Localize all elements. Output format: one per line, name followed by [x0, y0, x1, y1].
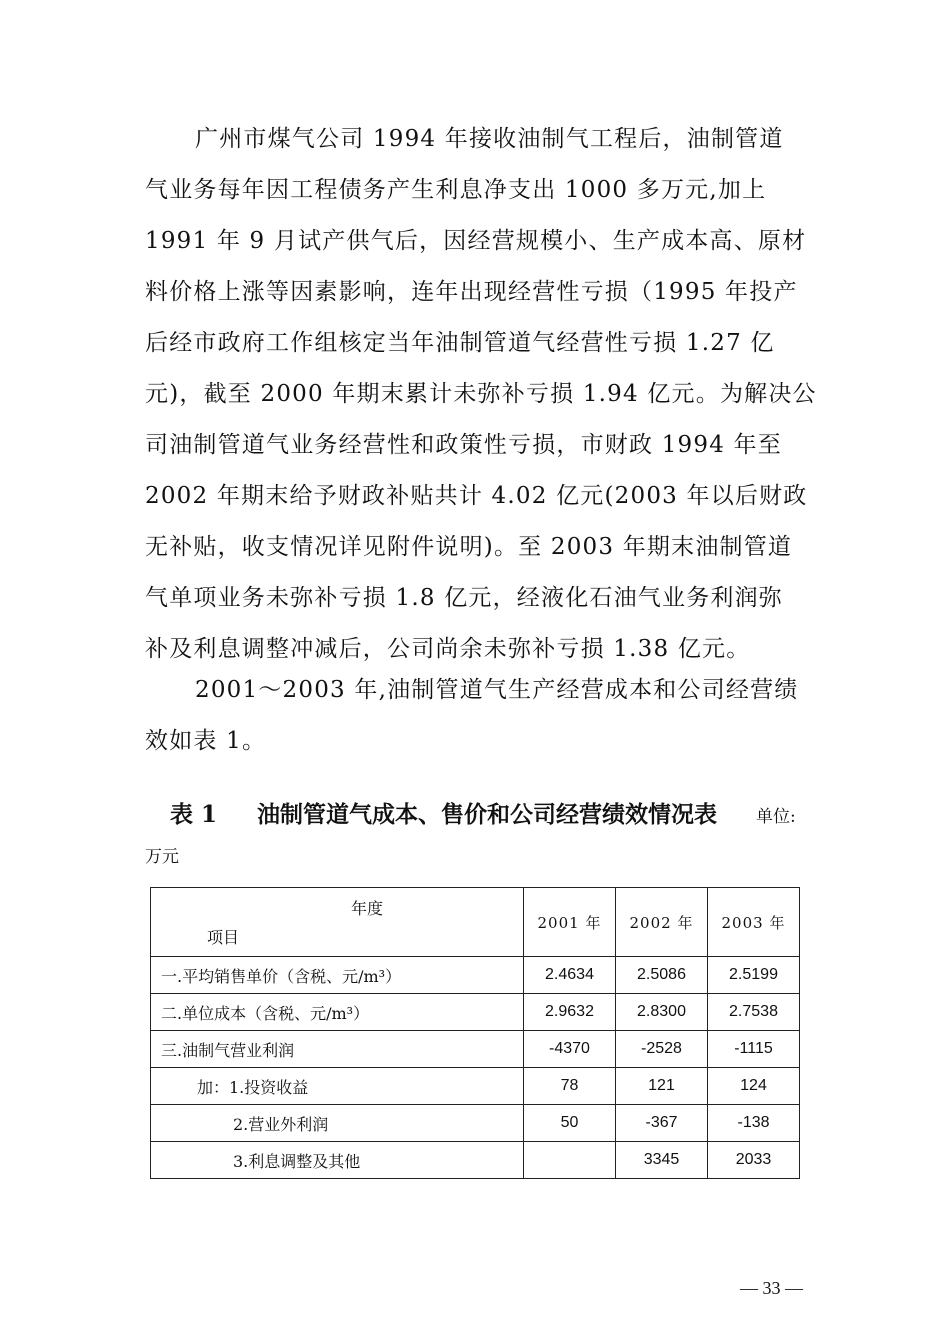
cell-value: 2.5199 — [708, 957, 800, 994]
header-corner-cell — [151, 888, 524, 957]
row-label: 三.油制气营业利润 — [151, 1031, 524, 1068]
cell-value: -138 — [708, 1105, 800, 1142]
text-line: 2001～2003 年,油制管道气生产经营成本和公司经营绩 — [195, 677, 799, 703]
cell-value: 2.9632 — [524, 994, 616, 1031]
table-title — [170, 796, 717, 829]
cell-value: 2.5086 — [616, 957, 708, 994]
table-number: 表 1 — [170, 801, 218, 828]
row-label: 二.单位成本（含税、元/m³） — [151, 994, 524, 1031]
cell-value: 2.7538 — [708, 994, 800, 1031]
table-header-row — [151, 888, 800, 957]
cell-value: 2.8300 — [616, 994, 708, 1031]
table-row — [151, 1142, 800, 1179]
table-row — [151, 1105, 800, 1142]
cell-value: -1115 — [708, 1031, 800, 1068]
cell-value — [524, 1142, 616, 1179]
performance-table — [150, 887, 800, 1179]
text-line: 司油制管道气业务经营性和政策性亏损，市财政 1994 年至 — [145, 432, 782, 458]
text-line: 料价格上涨等因素影响，连年出现经营性亏损（1995 年投产 — [145, 279, 798, 305]
header-year-2001: 2001 年 — [524, 888, 616, 957]
text-line: 2002 年期末给予财政补贴共计 4.02 亿元(2003 年以后财政 — [145, 483, 808, 509]
unit-label-continued: 万元 — [145, 847, 179, 867]
cell-value: 3345 — [616, 1142, 708, 1179]
unit-label: 单位: — [756, 807, 796, 827]
text-line: 元)，截至 2000 年期末累计未弥补亏损 1.94 亿元。为解决公 — [145, 381, 817, 407]
header-year-2003: 2003 年 — [708, 888, 800, 957]
cell-value: 50 — [524, 1105, 616, 1142]
header-item-label: 项目 — [207, 928, 240, 947]
text-line: 广州市煤气公司 1994 年接收油制气工程后，油制管道 — [195, 126, 784, 152]
cell-value: -4370 — [524, 1031, 616, 1068]
table-row — [151, 1031, 800, 1068]
header-year-label: 年度 — [351, 899, 384, 918]
table-row — [151, 957, 800, 994]
cell-value: 2033 — [708, 1142, 800, 1179]
cell-value: 2.4634 — [524, 957, 616, 994]
text-line: 补及利息调整冲减后，公司尚余未弥补亏损 1.38 亿元。 — [145, 636, 751, 662]
cell-value: -367 — [616, 1105, 708, 1142]
row-label: 一.平均销售单价（含税、元/m³） — [151, 957, 524, 994]
row-label: 2.营业外利润 — [151, 1105, 524, 1142]
cell-value: 78 — [524, 1068, 616, 1105]
text-line: 无补贴，收支情况详见附件说明)。至 2003 年期末油制管道 — [145, 534, 793, 560]
text-line: 气单项业务未弥补亏损 1.8 亿元，经液化石油气业务利润弥 — [145, 585, 783, 611]
table-row — [151, 994, 800, 1031]
table-row — [151, 1068, 800, 1105]
text-line: 气业务每年因工程债务产生利息净支出 1000 多万元,加上 — [145, 177, 767, 203]
cell-value: 121 — [616, 1068, 708, 1105]
cell-value: 124 — [708, 1068, 800, 1105]
table-title-text: 油制管道气成本、售价和公司经营绩效情况表 — [257, 801, 718, 828]
row-label: 加：1.投资收益 — [151, 1068, 524, 1105]
text-line: 后经市政府工作组核定当年油制管道气经营性亏损 1.27 亿 — [145, 330, 775, 356]
text-line: 效如表 1。 — [145, 728, 267, 754]
header-year-2002: 2002 年 — [616, 888, 708, 957]
row-label: 3.利息调整及其他 — [151, 1142, 524, 1179]
cell-value: -2528 — [616, 1031, 708, 1068]
body-paragraph-2 — [145, 665, 805, 767]
text-line: 1991 年 9 月试产供气后，因经营规模小、生产成本高、原材 — [145, 228, 807, 254]
page-number: — 33 — — [740, 1278, 803, 1298]
body-paragraph-1 — [145, 114, 817, 675]
